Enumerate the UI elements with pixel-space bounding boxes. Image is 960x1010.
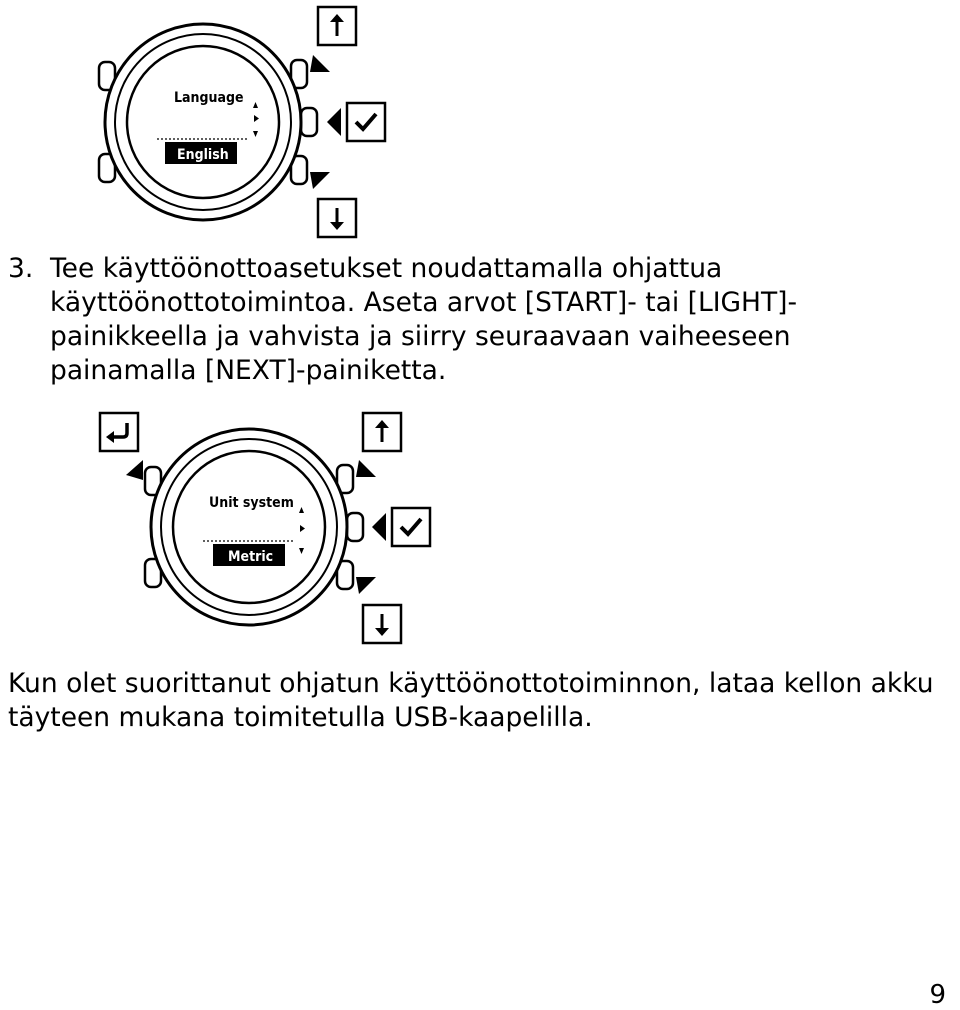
closing-paragraph: Kun olet suorittanut ohjatun käyttöönottotoiminnon, lataa kellon akku täyteen mukana toimitetulla USB-kaapelilla.: [8, 668, 934, 733]
pointer-back-icon: [126, 460, 143, 480]
watch-illustration: [95, 0, 395, 245]
watch-side-button: [301, 108, 317, 136]
watch-figure-language: [95, 0, 395, 245]
watch-screen-value: English: [177, 147, 229, 163]
checkmark-icon: [347, 103, 385, 141]
pointer-next-icon: [327, 108, 341, 136]
step-number: 3.: [8, 253, 34, 284]
back-arrow-icon: [100, 413, 138, 451]
up-arrow-icon: [318, 7, 356, 45]
watch-side-button: [347, 513, 363, 541]
checkmark-icon: [392, 508, 430, 546]
page-number: 9: [929, 980, 946, 1010]
step-text: Tee käyttöönottoasetukset noudattamalla ohjattua käyttöönottotoimintoa. Aseta arvot [START]- tai [LIGHT]-painikkeella ja vahvista ja siirry seuraavaan vaiheeseen painamalla [NEXT]-painiketta.: [50, 253, 798, 386]
up-arrow-icon: [363, 413, 401, 451]
pointer-down-icon: [356, 577, 376, 594]
watch-screen: [127, 46, 279, 198]
watch-screen-title: Unit system: [209, 495, 294, 511]
down-arrow-icon: [363, 605, 401, 643]
pointer-next-icon: [372, 513, 386, 541]
watch-illustration: [95, 405, 440, 650]
pointer-up-icon: [356, 460, 376, 477]
pointer-up-icon: [310, 55, 330, 72]
watch-figure-unit-system: [95, 405, 440, 650]
watch-screen-value: Metric: [228, 549, 274, 565]
down-arrow-icon: [318, 199, 356, 237]
watch-screen-title: Language: [174, 90, 244, 106]
pointer-down-icon: [310, 172, 330, 189]
